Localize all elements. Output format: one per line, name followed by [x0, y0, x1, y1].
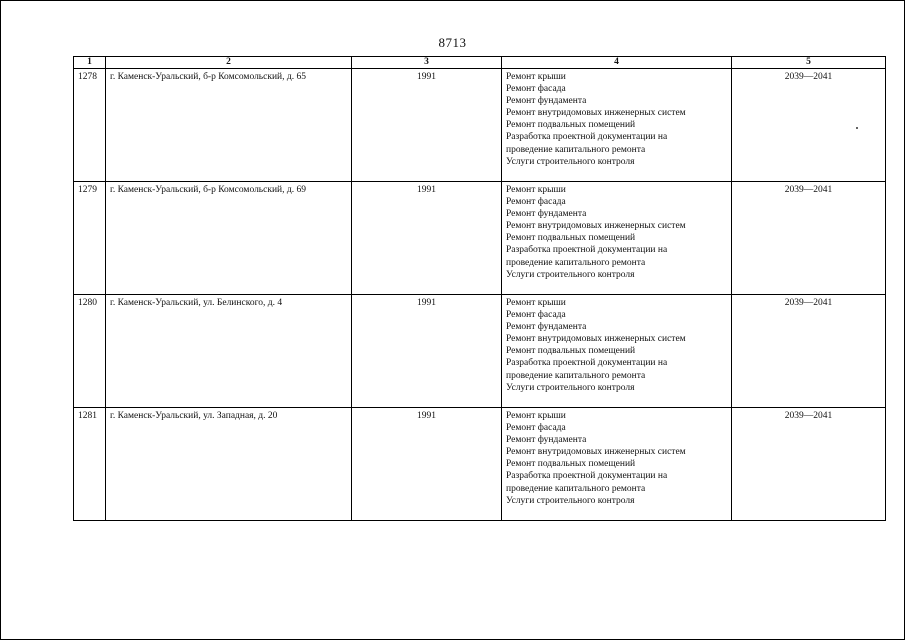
row-address: г. Каменск-Уральский, б-р Комсомольский, д. 69 [106, 182, 352, 295]
row-year: 1991 [352, 408, 502, 521]
work-item: Разработка проектной документации на [506, 358, 668, 369]
header-row [74, 57, 886, 69]
work-item: Ремонт фасада [506, 84, 566, 95]
row-works [502, 182, 732, 295]
work-item: проведение капитального ремонта [506, 257, 646, 268]
work-item: проведение капитального ремонта [506, 483, 646, 494]
work-item: Ремонт фундамента [506, 322, 587, 333]
row-number: 1278 [74, 69, 106, 182]
row-number: 1281 [74, 408, 106, 521]
repair-schedule-table [73, 56, 886, 521]
work-item: Ремонт крыши [506, 411, 566, 421]
work-item: Ремонт фасада [506, 310, 566, 321]
work-item: Ремонт внутридомовых инженерных систем [506, 334, 686, 345]
column-header-3: 3 [352, 57, 502, 69]
work-item: Ремонт внутридомовых инженерных систем [506, 221, 686, 232]
row-works [502, 295, 732, 408]
row-year: 1991 [352, 182, 502, 295]
table-row [74, 182, 886, 295]
row-address: г. Каменск-Уральский, б-р Комсомольский, д. 65 [106, 69, 352, 182]
row-year: 1991 [352, 295, 502, 408]
table-row [74, 69, 886, 182]
work-item: Ремонт внутридомовых инженерных систем [506, 447, 686, 458]
column-header-1: 1 [74, 57, 106, 69]
work-item: Услуги строительного контроля [506, 495, 635, 506]
row-number: 1279 [74, 182, 106, 295]
work-item: Разработка проектной документации на [506, 132, 668, 143]
work-item: Ремонт крыши [506, 72, 566, 82]
row-works [502, 69, 732, 182]
work-item: проведение капитального ремонта [506, 370, 646, 381]
row-number: 1280 [74, 295, 106, 408]
work-item: Ремонт фундамента [506, 435, 587, 446]
table-row [74, 408, 886, 521]
work-item: Услуги строительного контроля [506, 382, 635, 393]
row-period: 2039—2041 [732, 408, 886, 521]
work-item: Ремонт подвальных помещений [506, 120, 636, 131]
row-year: 1991 [352, 69, 502, 182]
work-item: Разработка проектной документации на [506, 245, 668, 256]
row-address: г. Каменск-Уральский, ул. Западная, д. 20 [106, 408, 352, 521]
work-item: Разработка проектной документации на [506, 471, 668, 482]
work-item: Ремонт фасада [506, 423, 566, 434]
work-item: Ремонт внутридомовых инженерных систем [506, 108, 686, 119]
row-period: 2039—2041 [732, 69, 886, 182]
work-item: Ремонт крыши [506, 185, 566, 195]
column-header-4: 4 [502, 57, 732, 69]
work-item: Ремонт подвальных помещений [506, 233, 636, 244]
work-item: Ремонт крыши [506, 298, 566, 308]
work-item: Ремонт подвальных помещений [506, 346, 636, 357]
row-works [502, 408, 732, 521]
column-header-2: 2 [106, 57, 352, 69]
work-item: Услуги строительного контроля [506, 269, 635, 280]
row-period: 2039—2041 [732, 182, 886, 295]
work-item: Ремонт фундамента [506, 209, 587, 220]
column-header-5: 5 [732, 57, 886, 69]
work-item: Ремонт фасада [506, 197, 566, 208]
table-row [74, 295, 886, 408]
row-period: 2039—2041 [732, 295, 886, 408]
row-address: г. Каменск-Уральский, ул. Белинского, д. 4 [106, 295, 352, 408]
work-item: Ремонт подвальных помещений [506, 459, 636, 470]
page-number: 8713 [438, 35, 467, 50]
work-item: Услуги строительного контроля [506, 156, 635, 167]
work-item: Ремонт фундамента [506, 96, 587, 107]
work-item: проведение капитального ремонта [506, 144, 646, 155]
